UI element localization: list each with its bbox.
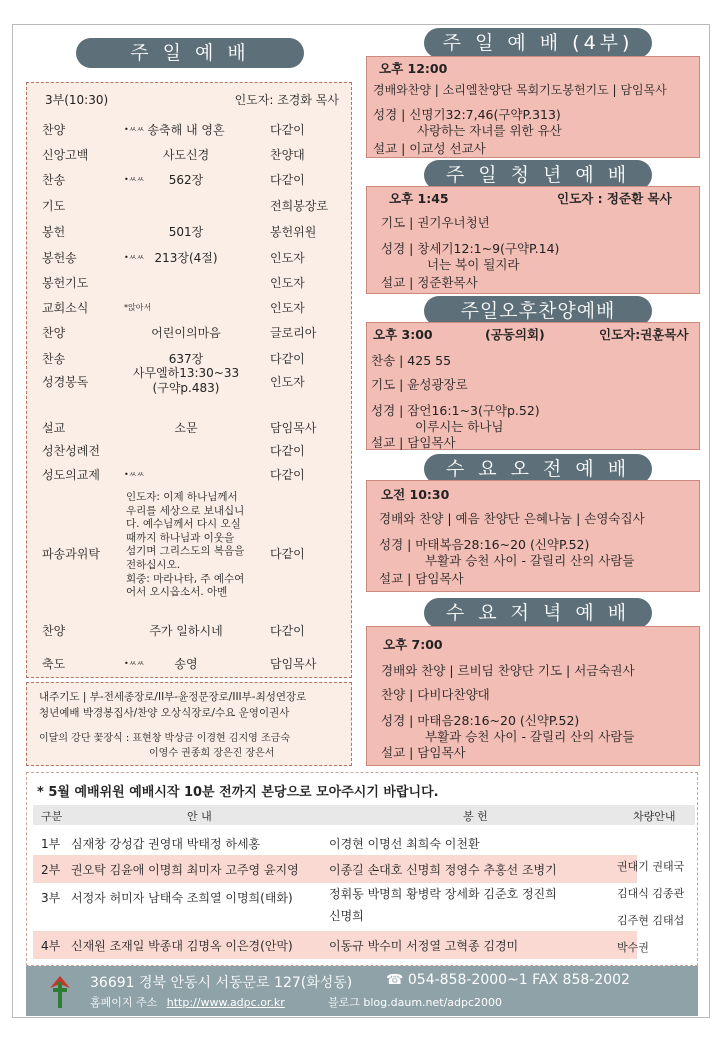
weekly-prayer: 내주기도 | 부-전세종장로/II부-윤정문장로/III부-최성연장로 bbox=[39, 691, 307, 703]
standing-mark: *앉아서 bbox=[124, 303, 152, 312]
sunday-service-title: 주 일 예 배 bbox=[76, 38, 304, 68]
duty-part: 3부 bbox=[41, 891, 61, 905]
youth-panel bbox=[366, 186, 700, 294]
wed-pm-sermon-title: 부활과 승천 사이 - 갈릴리 산의 사람들 bbox=[425, 729, 635, 744]
order-leader: 인도자 bbox=[270, 251, 305, 265]
wed-am-scripture: 성경 | 마태복음28:16~20 (신약P.52) bbox=[379, 537, 590, 552]
order-content: 213장(4절) bbox=[154, 251, 218, 265]
afternoon-title: 주일오후찬양예배 bbox=[424, 296, 652, 326]
order-item: 축도 bbox=[42, 657, 66, 671]
blog-link[interactable]: 블로그 blog.daum.net/adpc2000 bbox=[328, 996, 503, 1009]
header-offering: 봉 헌 bbox=[463, 810, 488, 823]
header-drivers: 차량안내 bbox=[633, 810, 676, 823]
youth-scripture: 성경 | 창세기12:1~9(구약P.14) bbox=[381, 241, 560, 256]
wed-am-time: 오전 10:30 bbox=[381, 487, 450, 502]
header-part: 구분 bbox=[41, 810, 63, 823]
order-row bbox=[42, 198, 344, 214]
sending-line: 어서 오시옵소서. 아멘 bbox=[126, 586, 228, 599]
sunday4-line1: 경배와찬양 | 소리엘찬양단 목회기도봉헌기도 | 담임목사 bbox=[373, 83, 667, 97]
duty-row bbox=[33, 829, 637, 855]
order-item: 성찬성례전 bbox=[42, 444, 100, 458]
wed-pm-panel bbox=[366, 626, 700, 766]
duty-guide: 신재원 조재일 박종대 김명옥 이은경(안막) bbox=[71, 939, 293, 953]
flower-names-2: 이영수 권종희 장은진 장은서 bbox=[149, 748, 275, 759]
afternoon-panel bbox=[366, 322, 700, 450]
duty-table bbox=[26, 772, 698, 966]
sending-line: 전하십시오. bbox=[126, 558, 181, 571]
footer bbox=[26, 966, 698, 1016]
order-leader: 다같이 bbox=[270, 173, 305, 187]
afternoon-scripture: 성경 | 잠언16:1~3(구약p.52) bbox=[371, 403, 540, 418]
order-row bbox=[42, 325, 344, 341]
header-guide: 안 내 bbox=[187, 810, 212, 823]
driver-entry: 김주현 김태섭 bbox=[617, 914, 685, 927]
wed-pm-line1: 경배와 찬양 | 르비딤 찬양단 기도 | 서금숙권사 bbox=[381, 663, 635, 678]
homepage-link[interactable]: http://www.adpc.or.kr bbox=[166, 996, 285, 1009]
order-row bbox=[42, 467, 344, 483]
order-item: 성경봉독 bbox=[42, 375, 89, 389]
sending-line: 인도자: 이제 하나님께서 bbox=[126, 491, 238, 503]
sending-line: 다. 예수님께서 다시 오실 bbox=[126, 518, 241, 531]
duty-offering-2: 신명희 bbox=[329, 909, 364, 923]
sending-line: 섬기며 그리스도의 복음을 bbox=[126, 545, 245, 558]
flower-label: 이달의 강단 꽃장식 : bbox=[39, 733, 130, 744]
order-row bbox=[42, 300, 344, 316]
order-leader: 인도자 bbox=[270, 301, 305, 315]
wed-am-sermon-title: 부활과 승천 사이 - 갈릴리 산의 사람들 bbox=[425, 553, 635, 568]
standing-mark: •ㅆㅆ bbox=[124, 253, 145, 262]
order-leader: 다같이 bbox=[270, 352, 305, 366]
order-leader: 담임목사 bbox=[270, 421, 317, 435]
sunday4-sermon-title: 사랑하는 자녀를 위한 유산 bbox=[417, 123, 562, 138]
standing-mark: •ㅆㅆ bbox=[124, 659, 145, 668]
service-leader: 인도자: 조경화 목사 bbox=[234, 93, 339, 107]
order-row bbox=[42, 420, 344, 436]
duty-part: 1부 bbox=[41, 837, 61, 851]
youth-leader: 인도자 : 정준환 목사 bbox=[557, 191, 672, 206]
duty-part: 2부 bbox=[41, 863, 61, 877]
order-row bbox=[42, 275, 344, 291]
youth-preacher: 설교 | 정준환목사 bbox=[381, 275, 478, 290]
sending-item: 파송과위탁 bbox=[42, 547, 100, 561]
order-row bbox=[42, 443, 344, 459]
afternoon-leader: 인도자:권훈목사 bbox=[599, 327, 689, 342]
drivers-list bbox=[617, 853, 684, 961]
duty-offering: 이경현 이명선 최희숙 이천환 bbox=[329, 837, 480, 851]
wed-pm-choir: 찬양 | 다비다찬양대 bbox=[381, 687, 490, 702]
duty-offering: 정휘동 박명희 황병락 장세화 김준호 정진희 bbox=[329, 887, 557, 901]
order-leader: 인도자 bbox=[270, 276, 305, 290]
youth-prayer: 기도 | 권기우너청년 bbox=[381, 215, 490, 230]
order-row bbox=[42, 224, 344, 240]
order-item: 성도의교제 bbox=[42, 468, 100, 482]
footer-phone: ☎ 054-858-2000~1 FAX 858-2002 bbox=[386, 972, 630, 988]
sending-line: 회중: 마라나타, 주 예수여 bbox=[126, 572, 245, 585]
order-row bbox=[42, 366, 344, 395]
duty-guide: 심재창 강성갑 권영대 박태정 하세홍 bbox=[71, 837, 261, 851]
order-item: 기도 bbox=[42, 199, 66, 213]
service-time: 3부(10:30) bbox=[45, 93, 109, 107]
order-leader: 글로리아 bbox=[270, 326, 317, 340]
order-leader: 봉헌위원 bbox=[270, 225, 317, 239]
afternoon-sermon-title: 이루시는 하나님 bbox=[415, 419, 504, 434]
order-row bbox=[42, 122, 344, 138]
order-row bbox=[42, 172, 344, 188]
church-logo-icon bbox=[48, 974, 72, 1010]
duty-title: * 5월 예배위원 예배시작 10분 전까지 본당으로 모아주시기 바랍니다. bbox=[37, 785, 439, 800]
afternoon-group: (공동의회) bbox=[485, 327, 545, 342]
sunday4-time: 오후 12:00 bbox=[379, 61, 448, 76]
duty-row bbox=[33, 855, 637, 883]
sending-line: 우리를 세상으로 보내십니 bbox=[126, 504, 245, 517]
sending-text bbox=[126, 491, 276, 600]
homepage-label: 홈페이지 주소 bbox=[90, 996, 158, 1009]
order-leader: 다같이 bbox=[270, 624, 305, 638]
standing-mark: •ㅆㅆ bbox=[124, 175, 145, 184]
order-row bbox=[42, 147, 344, 163]
notes-box bbox=[26, 682, 352, 766]
order-item: 봉헌기도 bbox=[42, 276, 89, 290]
order-content: 501장 bbox=[168, 225, 204, 239]
order-content: 사무엘하13:30~33 (구약p.483) bbox=[132, 366, 240, 395]
afternoon-prayer: 기도 | 윤성광장로 bbox=[371, 377, 468, 392]
order-item: 찬양 bbox=[42, 123, 66, 137]
wed-pm-preacher: 설교 | 담임목사 bbox=[381, 745, 466, 760]
wed-am-panel bbox=[366, 480, 700, 592]
afternoon-hymn: 찬송 | 425 55 bbox=[371, 353, 452, 368]
order-content: 562장 bbox=[168, 173, 204, 187]
wed-am-line1: 경배와 찬양 | 예음 찬양단 은혜나눔 | 손영숙집사 bbox=[379, 511, 645, 526]
closing-row bbox=[42, 623, 344, 639]
order-leader: 찬양대 bbox=[270, 148, 305, 162]
order-item: 봉헌송 bbox=[42, 251, 77, 265]
order-row bbox=[42, 351, 344, 367]
youth-time: 오후 1:45 bbox=[389, 191, 449, 206]
order-row bbox=[42, 250, 344, 266]
sunday4-title: 주 일 예 배 (4부) bbox=[424, 28, 652, 58]
duty-header-row bbox=[33, 805, 695, 825]
order-content: 어린이의마음 bbox=[151, 326, 221, 340]
duty-row bbox=[33, 931, 637, 959]
duty-offering: 이종길 손대호 신명희 정영수 추홍선 조병기 bbox=[329, 863, 557, 877]
sending-line: 때까지 하나님과 이웃을 bbox=[126, 531, 235, 544]
wed-pm-time: 오후 7:00 bbox=[383, 637, 443, 652]
youth-title: 주 일 청 년 예 배 bbox=[424, 160, 652, 190]
order-item: 찬양 bbox=[42, 326, 66, 340]
order-leader: 다같이 bbox=[270, 123, 305, 137]
wed-am-title: 수 요 오 전 예 배 bbox=[424, 454, 652, 484]
order-leader: 담임목사 bbox=[270, 657, 317, 671]
driver-entry: 김대식 김종관 bbox=[617, 887, 685, 900]
duty-part: 4부 bbox=[41, 939, 61, 953]
order-item: 찬양 bbox=[42, 624, 66, 638]
order-item: 찬송 bbox=[42, 173, 66, 187]
youth-sermon-title: 너는 복이 될지라 bbox=[427, 257, 520, 272]
flower-names-1: 표현창 박상금 이경현 김지영 조금숙 bbox=[132, 733, 290, 744]
driver-entry: 박수권 bbox=[617, 941, 649, 954]
order-content: 637장 bbox=[168, 352, 204, 366]
order-leader: 다같이 bbox=[270, 468, 305, 482]
order-content: 주가 일하시네 bbox=[149, 624, 223, 638]
order-leader: 전희봉장로 bbox=[270, 199, 328, 213]
footer-address: 36691 경북 안동시 서동문로 127(화성동) bbox=[90, 975, 353, 991]
afternoon-preacher: 설교 | 담임목사 bbox=[371, 435, 456, 450]
standing-mark: •ㅆㅆ bbox=[124, 125, 145, 134]
sunday4-panel bbox=[366, 56, 700, 158]
order-item: 찬송 bbox=[42, 352, 66, 366]
afternoon-time: 오후 3:00 bbox=[373, 327, 433, 342]
order-content: 사도신경 bbox=[162, 148, 210, 162]
duty-row bbox=[33, 883, 637, 931]
duty-guide: 권오탁 김윤애 이명희 최미자 고주영 윤지영 bbox=[71, 863, 299, 877]
order-content: 송영 bbox=[174, 657, 198, 671]
closing-row bbox=[42, 656, 344, 672]
order-item: 신앙고백 bbox=[42, 148, 89, 162]
sunday4-scripture: 성경 | 신명기32:7,46(구약P.313) bbox=[373, 107, 561, 122]
youth-notes: 청년예배 박경봉집사/찬양 오상식장로/수요 운영이권사 bbox=[39, 707, 290, 719]
sending-leader: 다같이 bbox=[270, 547, 305, 561]
order-content: 송축해 내 영혼 bbox=[147, 123, 225, 137]
wed-am-preacher: 설교 | 담임목사 bbox=[379, 571, 464, 586]
standing-mark: •ㅆㅆ bbox=[124, 470, 145, 479]
order-item: 교회소식 bbox=[42, 301, 89, 315]
order-leader: 다같이 bbox=[270, 444, 305, 458]
order-leader: 인도자 bbox=[270, 375, 305, 389]
duty-guide: 서정자 허미자 남태숙 조희열 이명희(태화) bbox=[71, 891, 293, 905]
wed-pm-title: 수 요 저 녁 예 배 bbox=[424, 598, 652, 628]
order-item: 봉헌 bbox=[42, 225, 66, 239]
duty-offering: 이동규 박수미 서정열 고혁종 김경미 bbox=[329, 939, 519, 953]
driver-entry: 권대기 권태국 bbox=[617, 860, 685, 873]
order-content: 소문 bbox=[174, 421, 198, 435]
sunday4-preacher: 설교 | 이교성 선교사 bbox=[373, 141, 486, 156]
wed-pm-scripture: 성경 | 마태음28:16~20 (신약P.52) bbox=[381, 713, 580, 728]
order-item: 설교 bbox=[42, 421, 66, 435]
